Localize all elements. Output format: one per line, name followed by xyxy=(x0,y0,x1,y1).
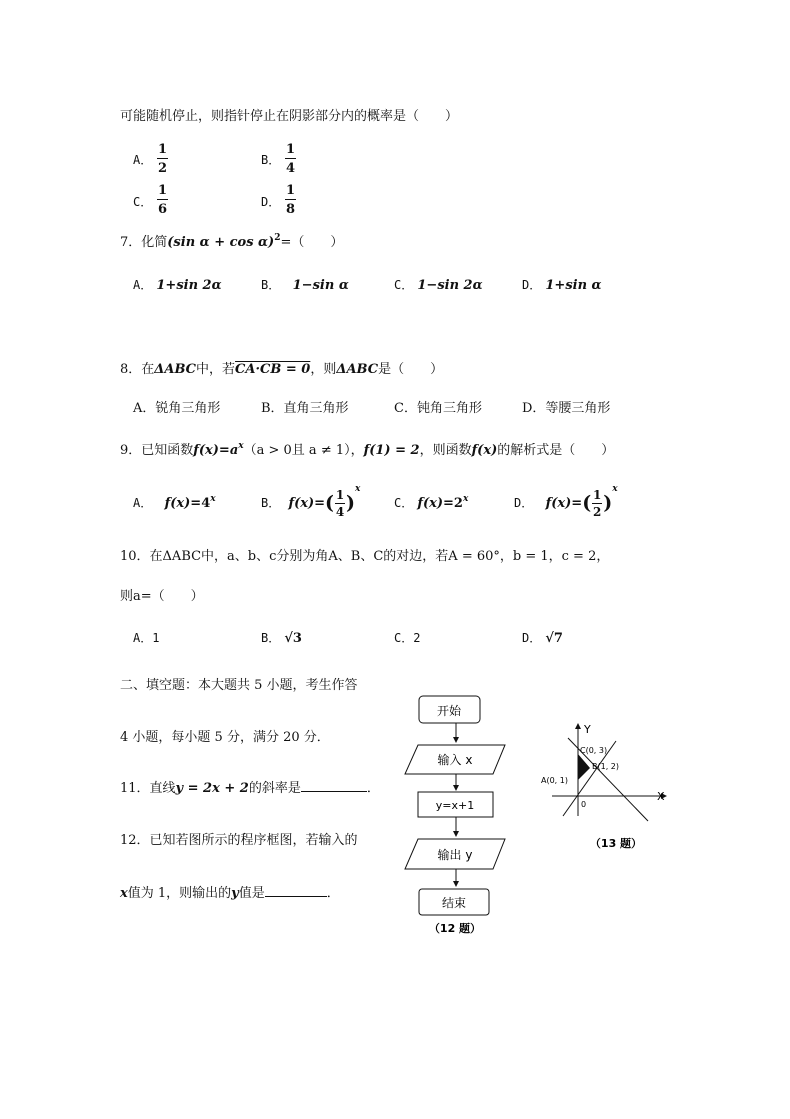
q9-option-a: A． $f(x)=4^x$ xyxy=(133,494,216,511)
graph-caption: （13 题） xyxy=(589,837,643,850)
q9-given: f(1) = 2 xyxy=(363,443,420,458)
graph-point-a-label: A(0, 1) xyxy=(541,776,568,785)
graph-y-label: Y xyxy=(584,723,591,736)
q6-option-a-den: 2 xyxy=(158,161,168,176)
q11-stem: 11．直线y = 2x + 2的斜率是 ． xyxy=(120,781,380,796)
q6-option-b-letter: B． xyxy=(261,153,281,167)
q12-line1: 12．已知若图所示的程序框图，若输入的 xyxy=(120,833,358,848)
q7-prefix: 7．化简 xyxy=(120,235,168,250)
q9-stem: 9．已知函数$f(x)=a^x(a > 0$且 a ≠ 1），f(1) = 2，则函数f(x)的解析式是（ ） xyxy=(120,441,615,458)
q9-option-b-fraction: 1 4 xyxy=(335,487,345,519)
q7-option-c: C． 1−sin 2α xyxy=(394,278,483,293)
q7-stem xyxy=(120,233,344,250)
q12-answer-blank xyxy=(265,896,327,897)
q8-triangle-2: ΔABC xyxy=(336,362,379,377)
q6-option-c-fraction xyxy=(156,184,169,216)
graph-13 xyxy=(538,716,673,856)
q6-option-b-num: 1 xyxy=(286,142,296,157)
flowchart-input-label: 输入 x xyxy=(437,753,473,767)
q9-option-d-fraction: 1 2 xyxy=(593,487,602,519)
flowchart-output-label: 输出 y xyxy=(437,848,473,862)
q8-option-c: C．钝角三角形 xyxy=(394,401,482,416)
q10-line2: 则a=（ ） xyxy=(120,589,204,604)
q11-math: y = 2x + 2 xyxy=(175,781,249,796)
q6-option-b-fraction xyxy=(284,143,297,175)
q7-option-a-math: 1+sin 2α xyxy=(156,278,222,293)
q6-option-b-den: 4 xyxy=(286,161,296,176)
q6-option-d-num: 1 xyxy=(286,183,296,198)
q7-option-b-math: 1−sin α xyxy=(292,278,349,293)
q10-option-a: A．1 xyxy=(133,631,160,645)
q10-option-d: D． √7 xyxy=(522,631,563,646)
flowchart-process-label: y=x+1 xyxy=(435,799,475,812)
q9-func: f(x)=a xyxy=(193,443,239,458)
q8-option-a: A．锐角三角形 xyxy=(133,401,221,416)
flowchart-end-label: 结束 xyxy=(441,896,467,910)
q9-option-d: D． f(x)= ( 1 2 ) x xyxy=(514,484,618,519)
flowchart-caption: （12 题） xyxy=(428,922,482,935)
q6-option-a-fraction xyxy=(156,143,169,175)
q8-vector-expr: CA·CB = 0 xyxy=(235,362,311,377)
graph-point-b-label: B(1, 2) xyxy=(592,762,619,771)
q7-exp: 2 xyxy=(274,233,281,243)
section2-subheading: 4 小题，每小题 5 分，满分 20 分． xyxy=(120,730,330,745)
q8-option-b: B．直角三角形 xyxy=(261,401,349,416)
q8-stem: 8．在ΔABC中，若CA·CB = 0，则ΔABC是（ ） xyxy=(120,362,444,377)
q6-option-c-letter: C． xyxy=(133,195,153,209)
q9-option-b: B． f(x)= ( 1 4 ) x xyxy=(261,484,361,519)
section2-heading: 二、填空题：本大题共 5 小题，考生作答 xyxy=(120,678,358,693)
q7-option-c-math: 1−sin 2α xyxy=(417,278,483,293)
q7-option-d-math: 1+sin α xyxy=(545,278,602,293)
q9-option-c: C． $f(x)=2^x$ xyxy=(394,494,469,511)
q6-option-a-letter: A． xyxy=(133,153,153,167)
q7-option-a: A． 1+sin 2α xyxy=(133,278,222,293)
graph-shaded-region xyxy=(578,754,590,780)
q6-option-a-num: 1 xyxy=(158,142,168,157)
q7-suffix: =（ ） xyxy=(280,235,344,250)
flowchart-start-label: 开始 xyxy=(436,704,462,718)
q10-line1: 10．在ΔABC中，a、b、c分别为角A、B、C的对边，若A = 60°，b = 1，c = 2， xyxy=(120,549,610,564)
q9-condition: （a > 0且 a ≠ 1）， xyxy=(243,443,364,458)
q7-expr: (sin α + cos α) xyxy=(167,235,275,250)
q12-line2: x值为 1，则输出的y值是 ． xyxy=(120,886,340,901)
graph-point-c-label: C(0, 3) xyxy=(580,746,608,755)
q7-option-d: D． 1+sin α xyxy=(522,278,602,293)
q6-stem: 可能随机停止，则指针停止在阴影部分内的概率是（ ） xyxy=(120,109,459,124)
q7-option-b: B． 1−sin α xyxy=(261,278,349,293)
q6-option-c-den: 6 xyxy=(158,202,168,217)
q8-option-d: D．等腰三角形 xyxy=(522,401,611,416)
q6-option-d-den: 8 xyxy=(286,202,296,217)
graph-origin-label: 0 xyxy=(581,800,587,809)
graph-x-label: X xyxy=(657,790,665,803)
q10-option-c: C．2 xyxy=(394,631,421,645)
q10-option-b: B． √3 xyxy=(261,631,302,646)
flowchart xyxy=(400,690,525,940)
q6-option-d-letter: D． xyxy=(261,195,281,209)
q6-option-c-num: 1 xyxy=(158,183,168,198)
q8-triangle: ΔABC xyxy=(154,362,197,377)
q6-option-d-fraction xyxy=(284,184,297,216)
q11-answer-blank xyxy=(301,791,367,792)
